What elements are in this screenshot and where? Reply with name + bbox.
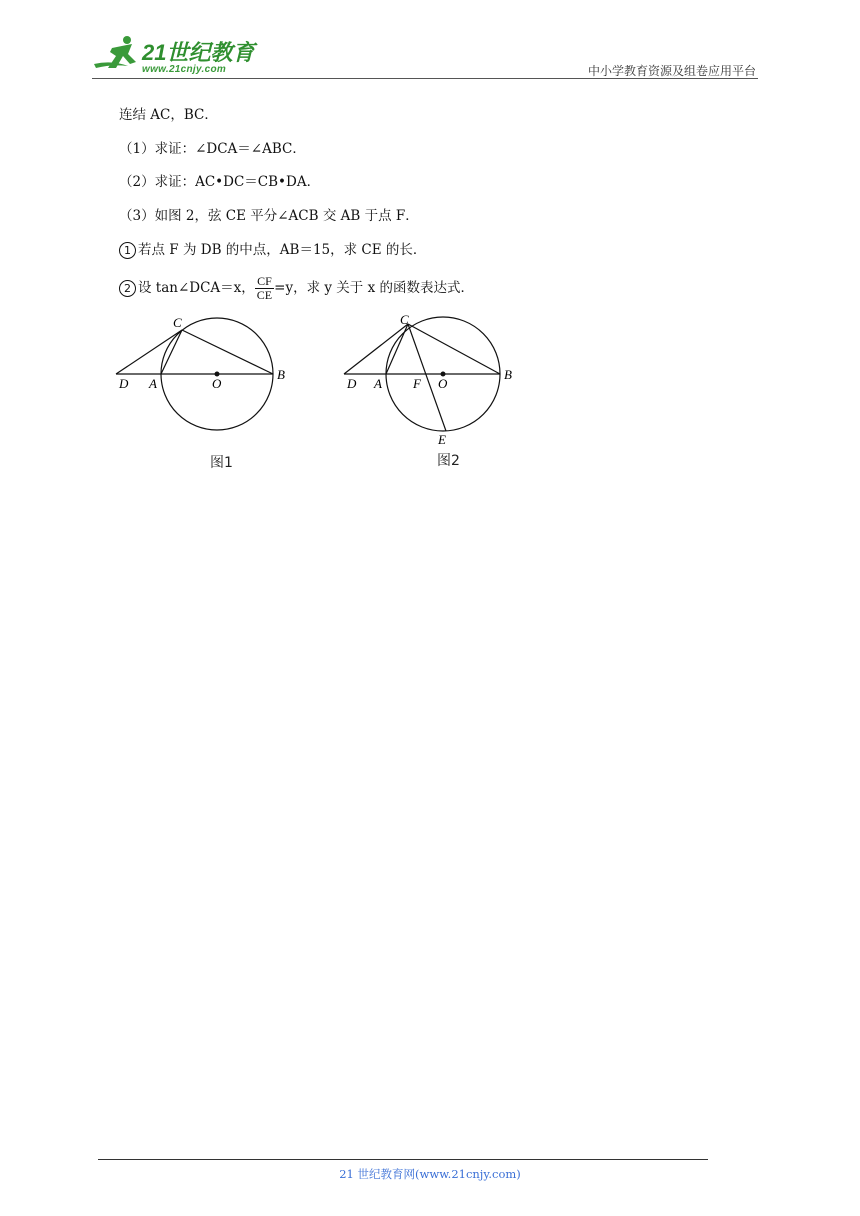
platform-title: 中小学教育资源及组卷应用平台	[587, 64, 756, 78]
circled-number-2: 2	[119, 280, 136, 297]
circled-number-1: 1	[119, 242, 136, 259]
fig2-label-b: B	[504, 367, 512, 382]
fig2-label-f: F	[413, 376, 421, 391]
footer-link[interactable]: 21 世纪教育网(www.21cnjy.com)	[339, 1167, 521, 1181]
fig2-line-dc	[344, 324, 408, 374]
header-divider	[92, 78, 758, 79]
problem-intro: 连结 AC，BC．	[119, 107, 218, 123]
question-2: （2）求证：AC•DC＝CB•DA．	[119, 174, 321, 190]
fig2-line-cb	[408, 324, 500, 374]
figure-1-caption: 图1	[210, 455, 233, 471]
logo-text: 21世纪教育	[142, 40, 255, 65]
logo-url: www.21cnjy.com	[142, 64, 227, 75]
question-3-part-1	[119, 241, 426, 259]
question-1: （1）求证：∠DCA＝∠ABC．	[119, 141, 306, 157]
fraction-cf-ce	[255, 275, 274, 302]
question-3-part-2-pre: 设 tan∠DCA＝x，	[138, 280, 255, 296]
question-3-part-2-post: =y，求 y 关于 x 的函数表达式．	[274, 280, 474, 296]
fraction-numerator: CF	[255, 275, 274, 289]
fig2-label-d: D	[347, 376, 357, 391]
figure-2	[338, 308, 528, 448]
question-3: （3）如图 2，弦 CE 平分∠ACB 交 AB 于点 F．	[119, 208, 419, 224]
fig1-label-c: C	[173, 315, 182, 330]
fig1-label-b: B	[277, 367, 285, 382]
figure-1	[110, 308, 300, 448]
footer-divider	[98, 1159, 708, 1160]
question-3-part-1-text: 若点 F 为 DB 的中点，AB＝15，求 CE 的长．	[138, 242, 427, 258]
figure-2-caption: 图2	[437, 453, 460, 469]
fig1-label-d: D	[119, 376, 129, 391]
fig2-label-c: C	[400, 312, 409, 327]
fig1-label-a: A	[149, 376, 157, 391]
fig2-label-e: E	[438, 432, 446, 447]
fraction-denominator: CE	[256, 288, 273, 302]
fig2-line-ac	[386, 324, 408, 374]
question-3-part-2	[119, 275, 474, 302]
fig1-label-o: O	[212, 376, 222, 391]
fig2-label-a: A	[374, 376, 382, 391]
fig2-label-o: O	[438, 376, 448, 391]
